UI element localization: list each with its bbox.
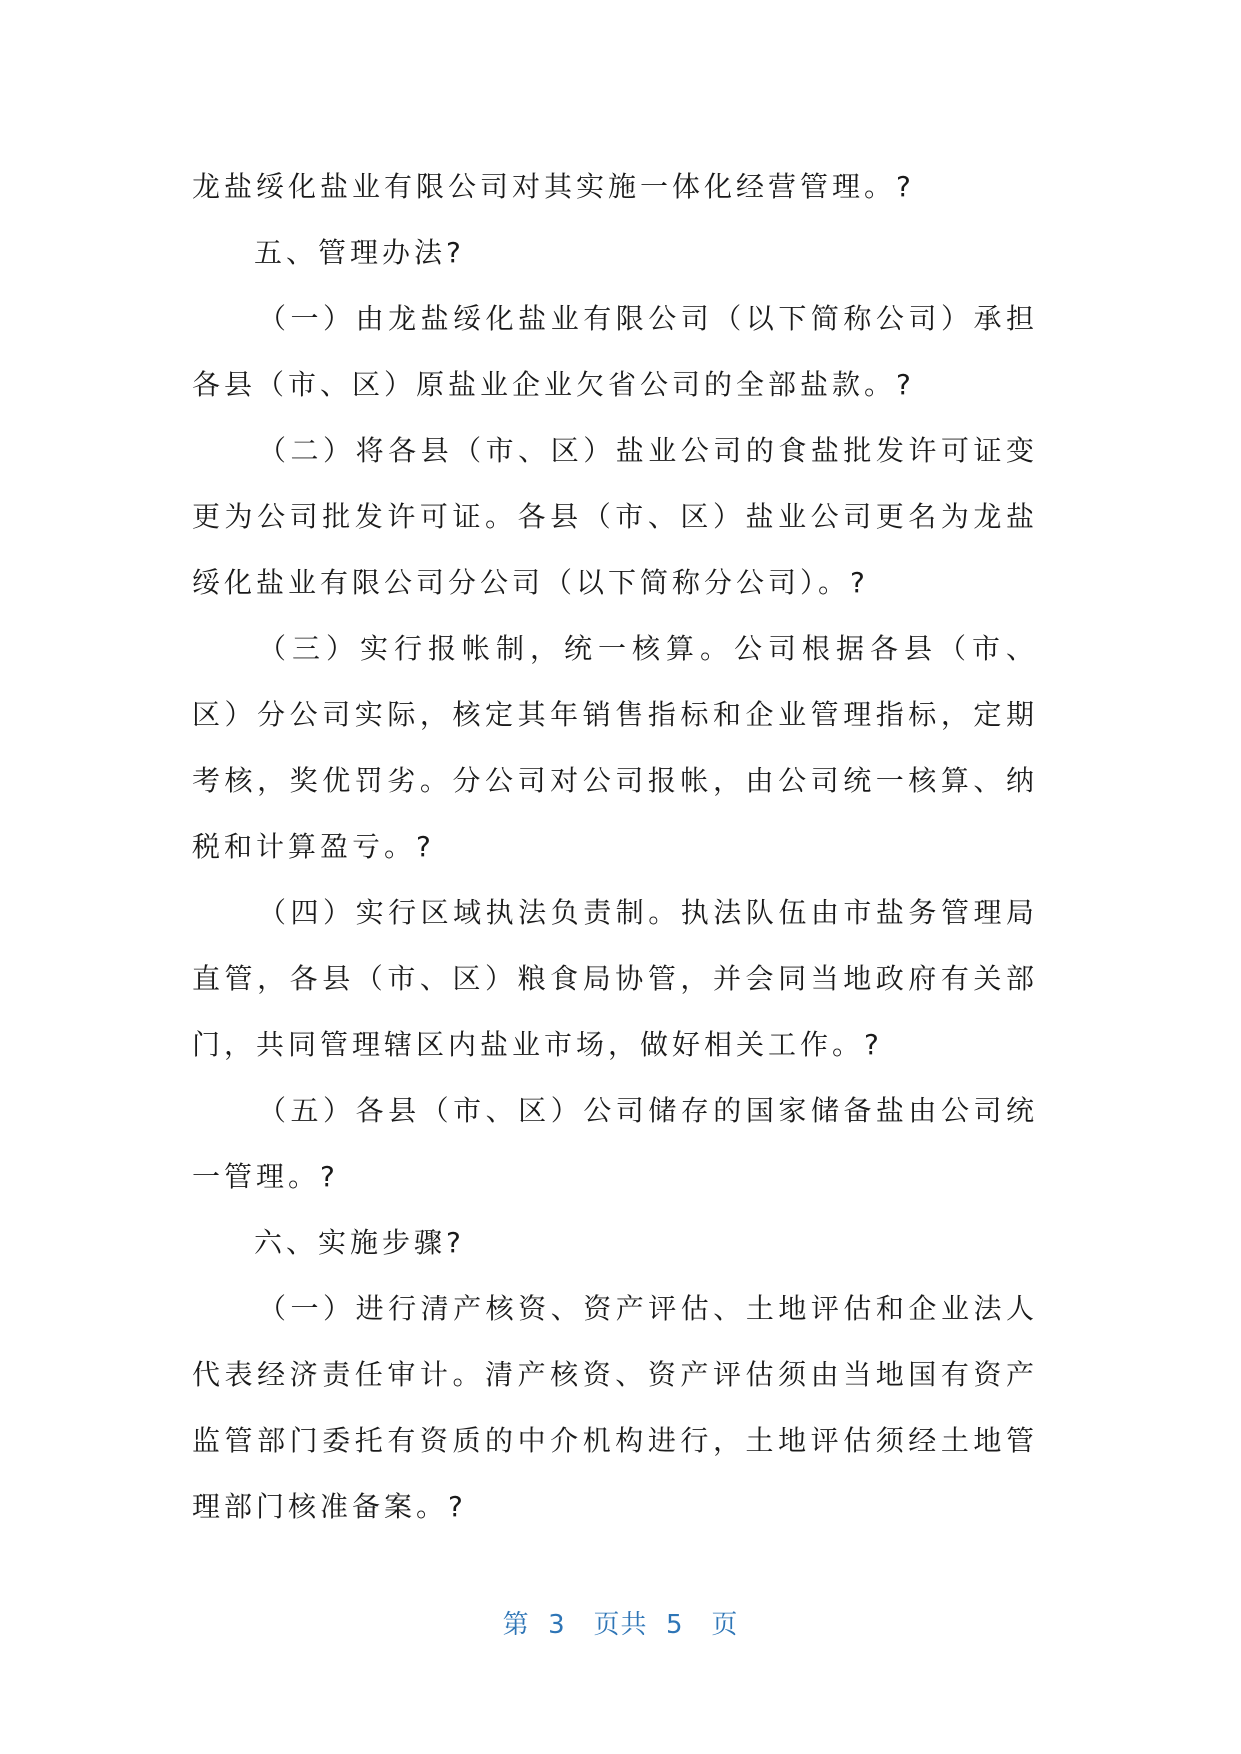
section-heading-management: 五、管理办法? [254,236,465,269]
page-number-text: 第 3 页共 5 页 [502,1610,739,1640]
paragraph-item-1: （一）由龙盐绥化盐业有限公司（以下简称公司）承担各县（市、区）原盐业企业欠省公司的全部盐款。? [192,302,1038,401]
paragraph-item-3: （三）实行报帐制，统一核算。公司根据各县（市、区）分公司实际，核定其年销售指标和企业管理指标，定期考核，奖优罚劣。分公司对公司报帐，由公司统一核算、纳税和计算盈亏。? [192,632,1038,863]
page-footer [0,1604,1241,1641]
paragraph-continuation: 龙盐绥化盐业有限公司对其实施一体化经营管理。? [192,170,915,203]
paragraph-step-1: （一）进行清产核资、资产评估、土地评估和企业法人代表经济责任审计。清产核资、资产评估须由当地国有资产监管部门委托有资质的中介机构进行，土地评估须经土地管理部门核准备案。? [192,1292,1038,1523]
document-body [192,154,1038,1540]
paragraph-item-2: （二）将各县（市、区）盐业公司的食盐批发许可证变更为公司批发许可证。各县（市、区）盐业公司更名为龙盐绥化盐业有限公司分公司（以下简称分公司）。? [192,434,1038,599]
section-heading-steps: 六、实施步骤? [254,1226,465,1259]
paragraph-item-5: （五）各县（市、区）公司储存的国家储备盐由公司统一管理。? [192,1094,1038,1193]
paragraph-item-4: （四）实行区域执法负责制。执法队伍由市盐务管理局直管，各县（市、区）粮食局协管，并会同当地政府有关部门，共同管理辖区内盐业市场，做好相关工作。? [192,896,1038,1061]
